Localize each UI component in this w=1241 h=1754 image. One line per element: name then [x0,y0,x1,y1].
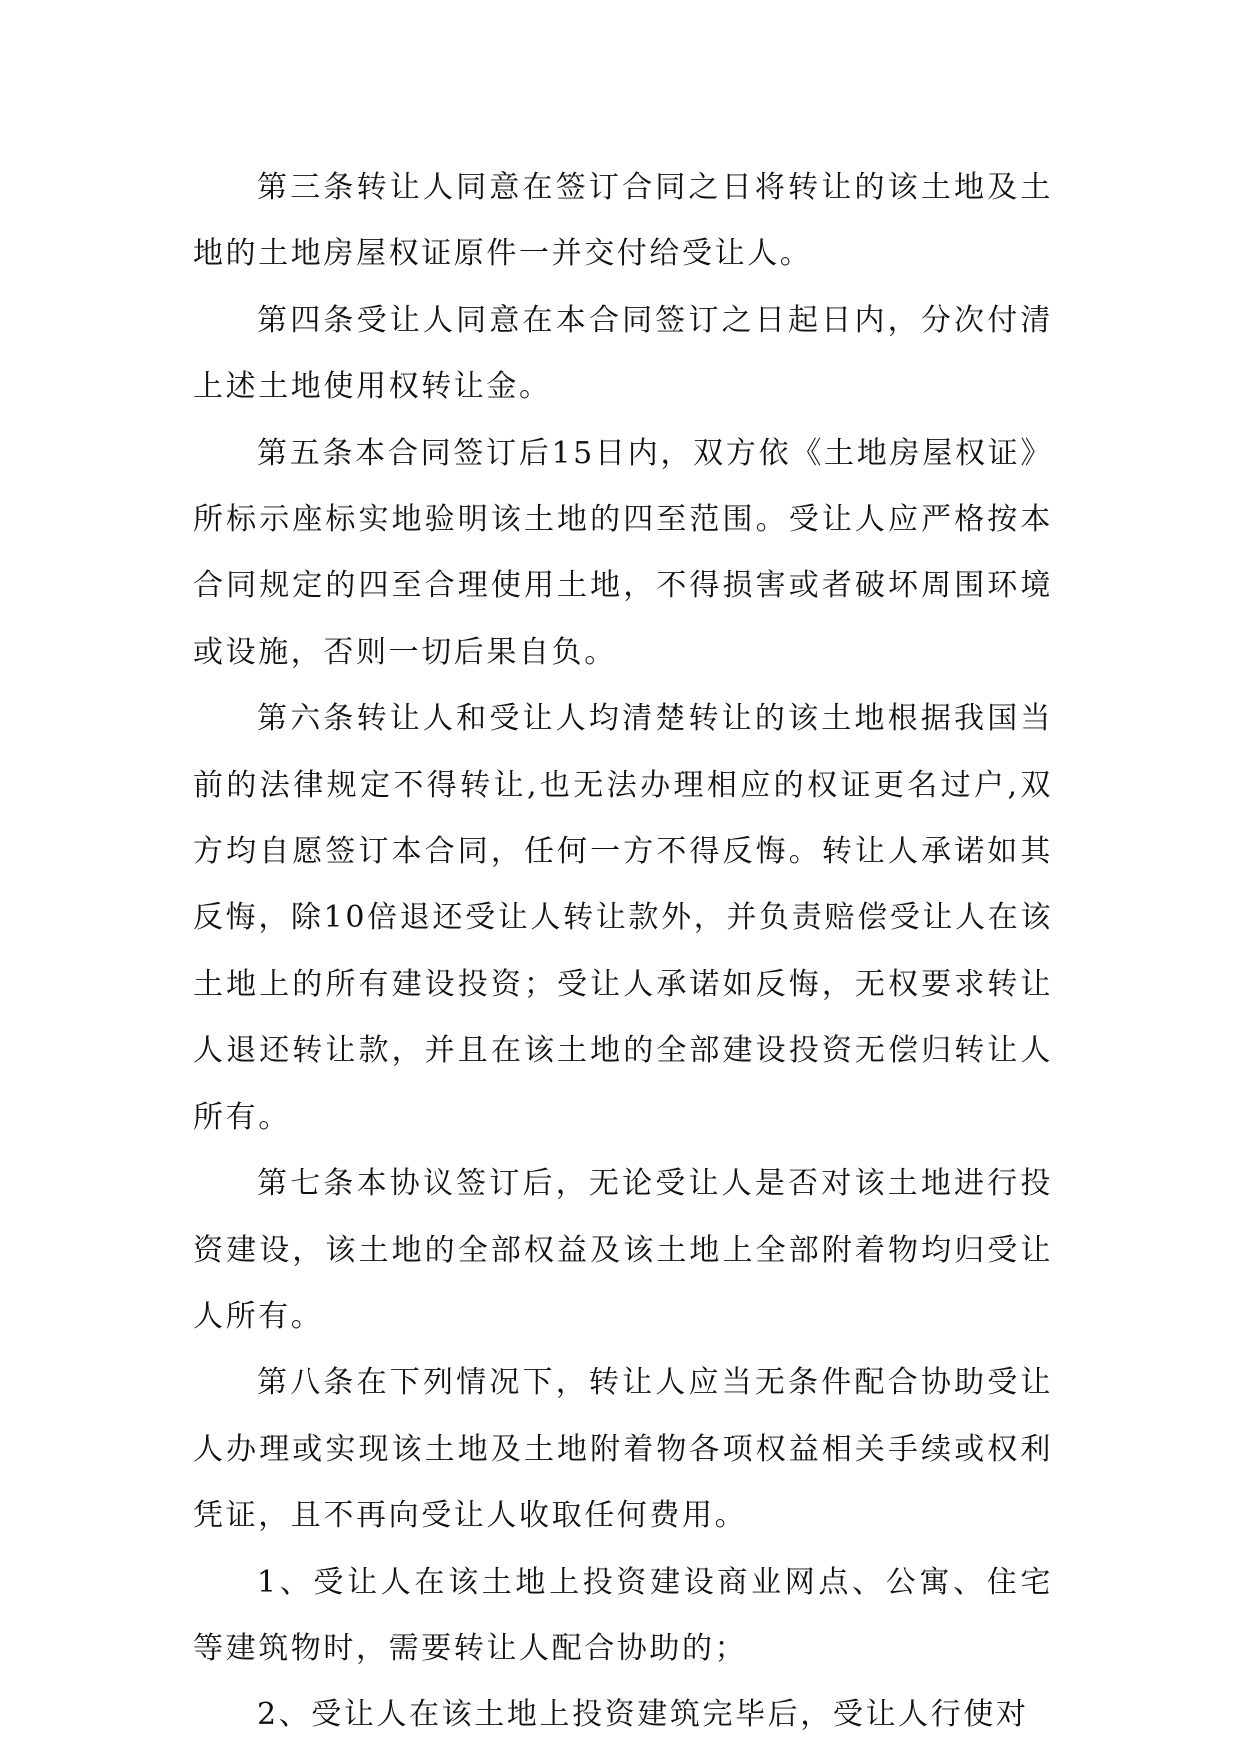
article-6-paragraph: 第六条转让人和受让人均清楚转让的该土地根据我国当前的法律规定不得转让,也无法办理相应的权证更名过户,双方均自愿签订本合同，任何一方不得反悔。转让人承诺如其反悔，除10倍退还受让人转让款外，并负责赔偿受让人在该土地上的所有建设投资；受让人承诺如反悔，无权要求转让人退还转让款，并且在该土地的全部建设投资无偿归转让人所有。 [193,701,1053,1135]
article-7-paragraph: 第七条本协议签订后，无论受让人是否对该土地进行投资建设，该土地的全部权益及该土地上全部附着物均归受让人所有。 [193,1166,1053,1334]
article-5-paragraph: 第五条本合同签订后15日内，双方依《土地房屋权证》所标示座标实地验明该土地的四至范围。受让人应严格按本合同规定的四至合理使用土地，不得损害或者破坏周围环境或设施，否则一切后果自负。 [193,435,1053,670]
document-body [193,155,1053,1749]
article-8-item-1: 1、受让人在该土地上投资建设商业网点、公寓、住宅等建筑物时，需要转让人配合协助的； [193,1564,1053,1666]
article-8-item-2: 2、受让人在该土地上投资建筑完毕后，受让人行使对 [257,1697,1029,1733]
article-4-paragraph: 第四条受让人同意在本合同签订之日起日内，分次付清上述土地使用权转让金。 [193,302,1053,405]
article-3-paragraph: 第三条转让人同意在签订合同之日将转让的该土地及土地的土地房屋权证原件一并交付给受让人。 [193,170,1053,272]
article-8-paragraph: 第八条在下列情况下，转让人应当无条件配合协助受让人办理或实现该土地及土地附着物各项权益相关手续或权利凭证，且不再向受让人收取任何费用。 [193,1365,1053,1534]
